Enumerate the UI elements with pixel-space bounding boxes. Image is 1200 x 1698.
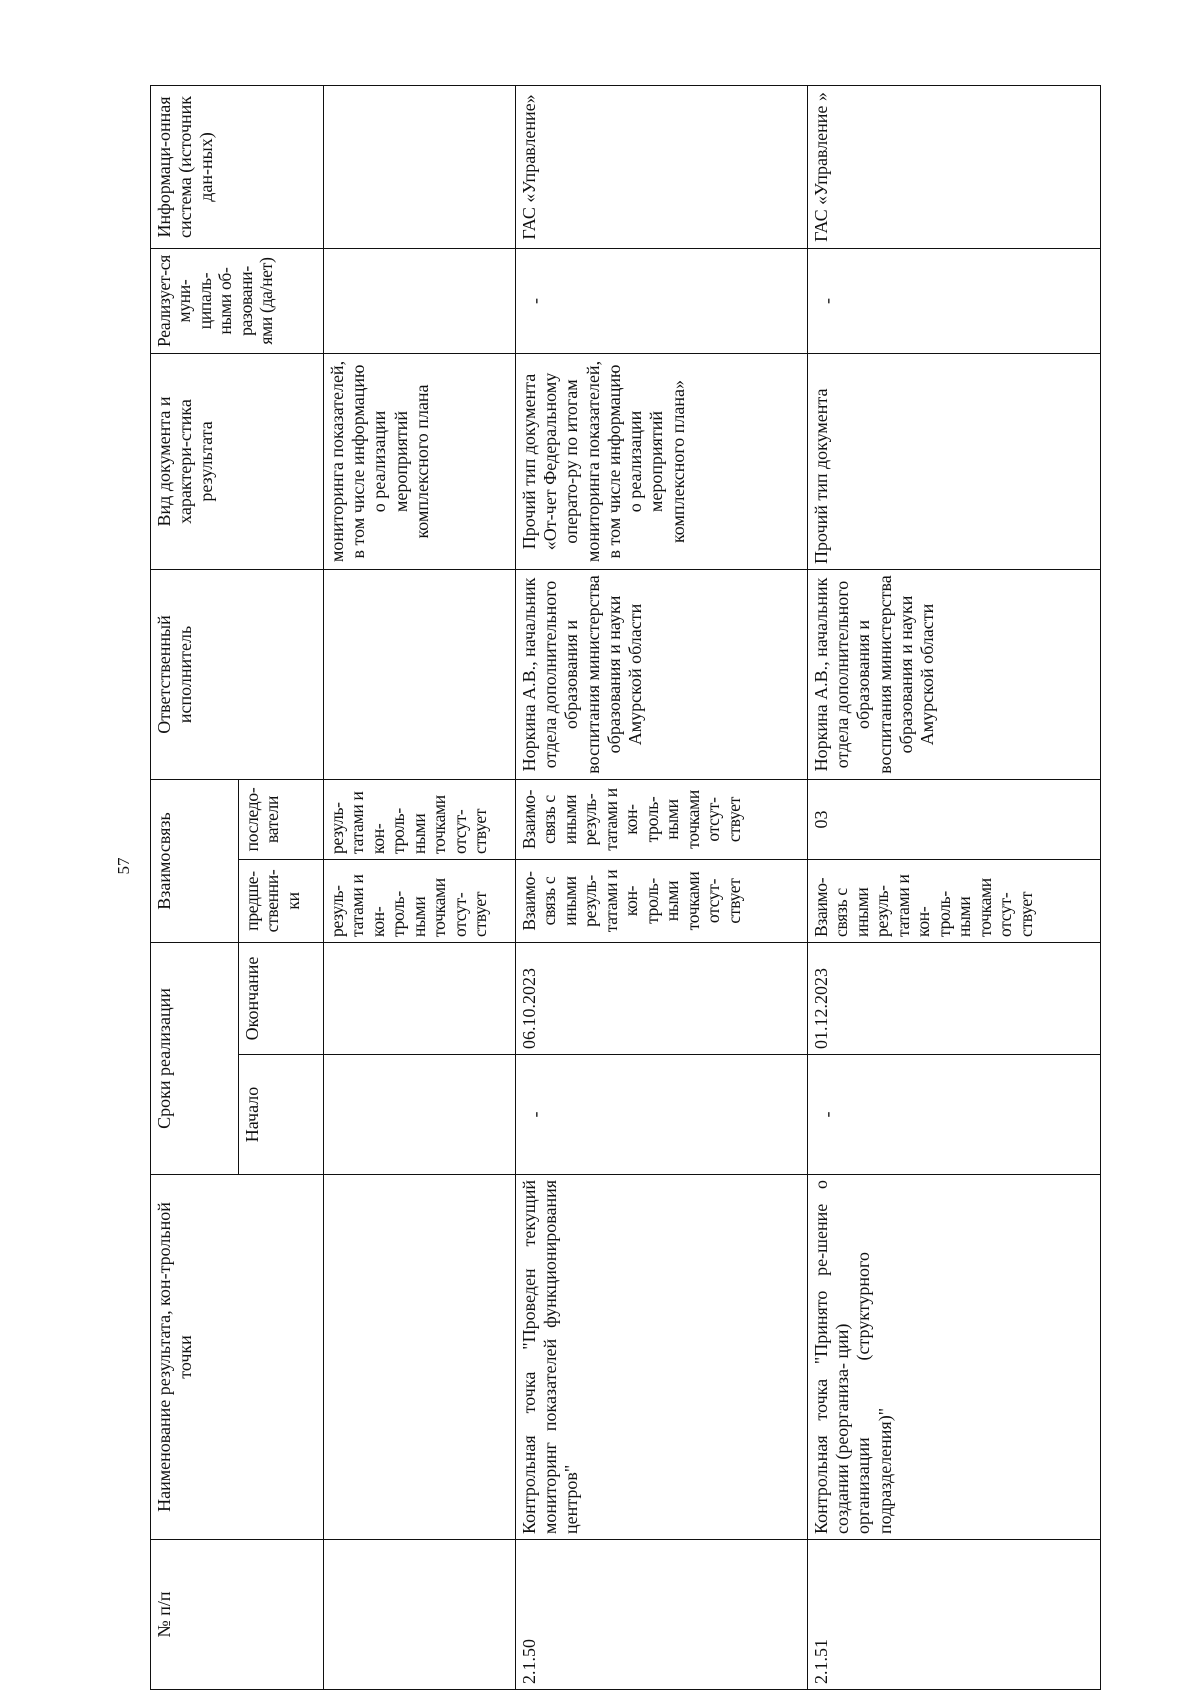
row-name: Контрольная точка "Проведен текущий мониторинг показателей функционирования центров" [516, 1175, 808, 1540]
row-name [324, 1175, 516, 1540]
table-row [516, 85, 808, 1689]
header-link-next: последо-ватели [239, 779, 324, 859]
row-doc: мониторинга показателей, в том числе информацию о реализации мероприятий комплексного плана [324, 353, 516, 569]
row-responsible [324, 569, 516, 779]
table-row [808, 85, 1101, 1689]
row-name-part2: подразделения)" [874, 1407, 895, 1534]
row-name-part1: Контрольная точка "Принято ре-шение о создании (реорганиза- ции) [811, 1180, 853, 1534]
row-infosys: ГАС «Управление » [808, 85, 1101, 248]
header-infosys: Информаци-онная система (источник дан-ных) [151, 85, 324, 248]
row-municipal [516, 248, 808, 353]
table-row [324, 85, 516, 1689]
row-municipal-value: - [525, 297, 545, 304]
header-period-end: Окончание [239, 942, 324, 1054]
plan-table [150, 85, 1101, 1690]
row-name [808, 1175, 1101, 1540]
row-end: 01.12.2023 [808, 942, 1101, 1054]
row-municipal-value: - [817, 297, 837, 304]
header-period: Сроки реализации [151, 942, 239, 1174]
page-number: 57 [114, 857, 133, 875]
row-end: 06.10.2023 [516, 942, 808, 1054]
row-start [808, 1055, 1101, 1175]
row-name-split-line [853, 1180, 874, 1534]
header-link: Взаимосвязь [151, 779, 239, 942]
row-infosys: ГАС «Управление» [516, 85, 808, 248]
row-start [516, 1055, 808, 1175]
header-num: № п/п [151, 1540, 324, 1690]
row-start-value: - [525, 1111, 545, 1118]
header-name: Наименование результата, кон-трольной точки [151, 1175, 324, 1540]
row-name-left: организации [853, 1437, 874, 1534]
row-responsible: Норкина А.В., начальник отдела дополнительного образования и воспитания министерства образования и науки Амурской области [516, 569, 808, 779]
header-municipal: Реализует-ся муни-ципаль-ными об-разовани-ями (да/нет) [151, 248, 324, 353]
row-next: Взаимо-связь с иными резуль-татами и кон-троль-ными точками отсут-ствует [516, 779, 808, 859]
row-start [324, 1055, 516, 1175]
row-doc: Прочий тип документа «От-чет Федеральному операто-ру по итогам мониторинга показателей, в том числе информацию о реализации мероприятий комплексного плана» [516, 353, 808, 569]
row-doc: Прочий тип документа [808, 353, 1101, 569]
rotated-table-container [150, 86, 1100, 1690]
header-responsible: Ответственный исполнитель [151, 569, 324, 779]
header-period-start: Начало [239, 1055, 324, 1175]
row-name-right: (структурного [853, 1252, 874, 1361]
row-prev: Взаимо-связь с иными резуль-татами и кон-троль-ными точками отсут-ствует [516, 859, 808, 942]
row-next: резуль-татами и кон-троль-ными точками отсут-ствует [324, 779, 516, 859]
row-municipal [324, 248, 516, 353]
row-num: 2.1.51 [808, 1540, 1101, 1690]
row-responsible: Норкина А.В., начальник отдела дополнительного образования и воспитания министерства образования и науки Амурской области [808, 569, 1101, 779]
header-link-prev: предше-ственни-ки [239, 859, 324, 942]
row-municipal [808, 248, 1101, 353]
row-prev: Взаимо-связь с иными резуль-татами и кон-троль-ными точками отсут-ствует [808, 859, 1101, 942]
header-doc: Вид документа и характери-стика результата [151, 353, 324, 569]
row-next: 03 [808, 779, 1101, 859]
row-num [324, 1540, 516, 1690]
row-end [324, 942, 516, 1054]
row-prev: резуль-татами и кон-троль-ными точками отсут-ствует [324, 859, 516, 942]
row-start-value: - [817, 1111, 837, 1118]
row-num: 2.1.50 [516, 1540, 808, 1690]
row-infosys [324, 85, 516, 248]
header-row-1 [151, 85, 239, 1689]
